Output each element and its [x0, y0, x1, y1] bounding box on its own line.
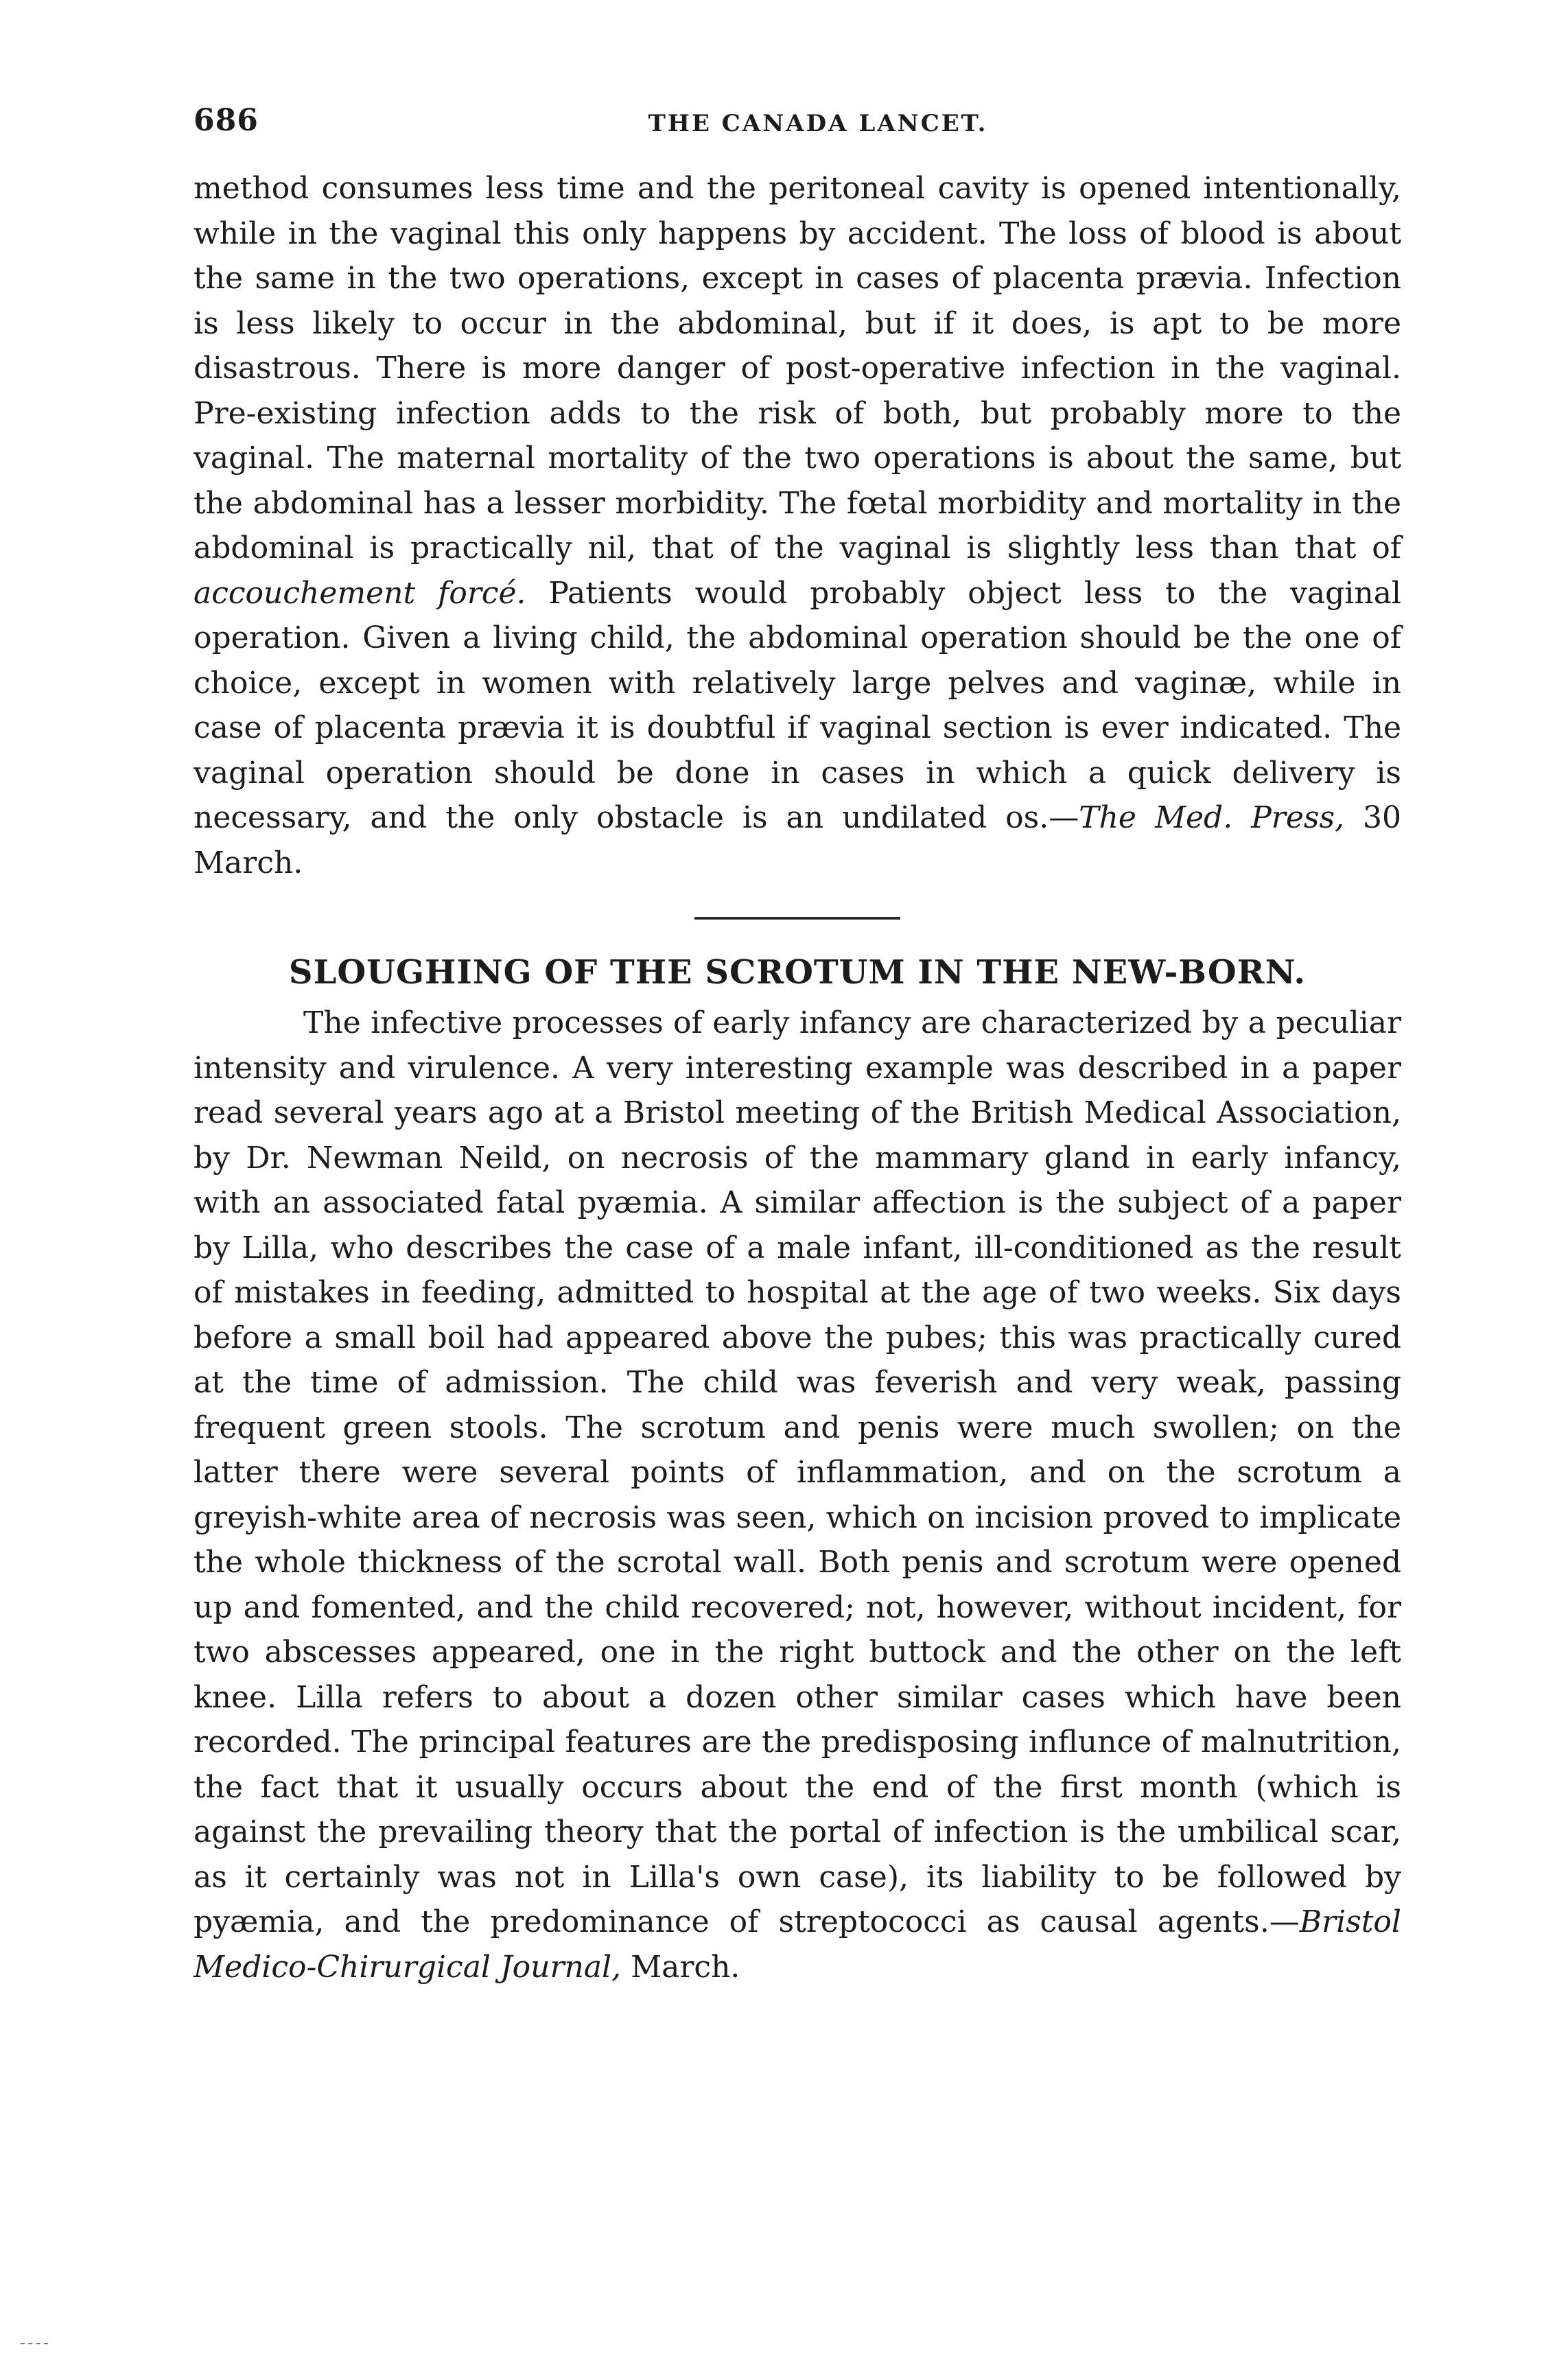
- page-number: 686: [194, 103, 259, 138]
- source-date: 30 March.: [194, 800, 1402, 880]
- journal-page: [194, 103, 1401, 1989]
- continued-text-part2: Patients would probably object less to the vaginal operation. Given a living child, the abdominal operation should be the one of choice, except in women with relatively large pelves and vaginæ, while in case of placenta prævia it is doubtful if vaginal section is ever indicated. The vaginal operation should be done in cases in which a quick delivery is necessary, and the only obstacle is an undilated os.—: [194, 575, 1402, 835]
- italic-term: accouchement forcé.: [194, 575, 526, 611]
- journal-title: THE CANADA LANCET.: [648, 110, 988, 137]
- article-source-date: March.: [621, 1949, 740, 1985]
- section-divider: [694, 917, 900, 920]
- continued-paragraph: [194, 166, 1401, 885]
- article-body-text: The infective processes of early infancy are characterized by a peculiar intensity and virulence. A very interesting example was described in a paper read several years ago at a Bristol meeting of the British Medical Association, by Dr. Newman Neild, on necrosis of the mammary gland in early infancy, with an associated fatal pyæmia. A similar affection is the subject of a paper by Lilla, who describes the case of a male infant, ill-conditioned as the result of mistakes in feeding, admitted to hospital at the age of two weeks. Six days before a small boil had appeared above the pubes; this was practically cured at the time of admission. The child was feverish and very weak, passing frequent green stools. The scrotum and penis were much swollen; on the latter there were several points of inflammation, and on the scrotum a greyish-white area of necrosis was seen, which on incision proved to implicate the whole thickness of the scrotal wall. Both penis and scrotum were opened up and fomented, and the child recovered; not, however, without incident, for two abscesses appeared, one in the right buttock and the other on the left knee. Lilla refers to about a dozen other similar cases which have been recorded. The principal features are the predisposing influnce of malnutrition, the fact that it usually occurs about the end of the first month (which is against the prevailing theory that the portal of infection is the umbilical scar, as it certainly was not in Lilla's own case), its liability to be followed by pyæmia, and the predominance of streptococci as causal agents.—: [194, 1005, 1401, 1939]
- scan-artifact: [21, 2343, 48, 2344]
- source-citation: The Med. Press,: [1079, 800, 1345, 835]
- article-title: SLOUGHING OF THE SCROTUM IN THE NEW-BORN.: [288, 953, 1307, 992]
- article-source-citation: Bristol Medico-Chirurgical Journal,: [194, 1904, 1401, 1985]
- running-head: [194, 103, 1401, 151]
- article-body: [194, 1001, 1401, 1989]
- continued-text-part1: method consumes less time and the peritoneal cavity is opened intentionally, while in the vaginal this only happens by accident. The loss of blood is about the same in the two operations, except in cases of placenta prævia. Infection is less likely to occur in the abdominal, but if it does, is apt to be more disastrous. There is more danger of post-operative infection in the vaginal. Pre-existing infection adds to the risk of both, but probably more to the vaginal. The maternal mortality of the two operations is about the same, but the abdominal has a lesser morbidity. The fœtal morbidity and mortality in the abdominal is practically nil, that of the vaginal is slightly less than that of: [194, 171, 1401, 565]
